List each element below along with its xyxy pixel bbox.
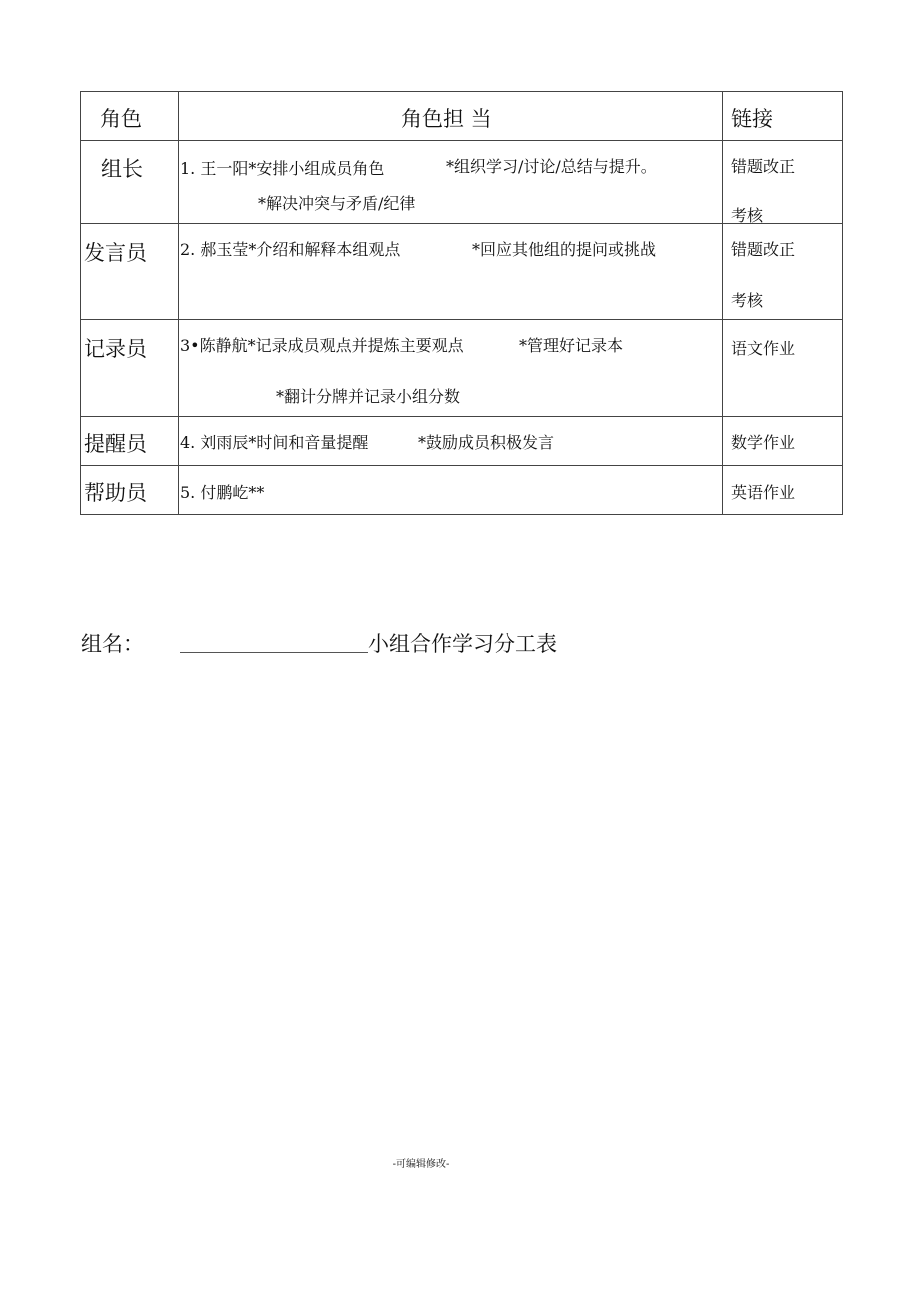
link-cell <box>723 417 843 466</box>
link-cell <box>723 466 843 515</box>
role-text: 提醒员 <box>84 432 147 456</box>
duty-text: *回应其他组的提问或挑战 <box>472 240 657 259</box>
link-cell <box>723 224 843 320</box>
duty-text: 2. 郝玉莹*介绍和解释本组观点 <box>180 240 401 259</box>
link-text: 错题改正 <box>731 240 796 259</box>
group-name-blank <box>180 632 368 653</box>
duty-text: *组织学习/讨论/总结与提升。 <box>446 157 657 176</box>
duty-cell <box>179 224 723 320</box>
table-header-row <box>81 92 843 141</box>
role-cell <box>81 141 179 224</box>
duty-cell <box>179 141 723 224</box>
role-cell <box>81 224 179 320</box>
division-of-labor-table <box>80 91 843 515</box>
duty-text: 1. 王一阳*安排小组成员角色 <box>180 159 385 178</box>
role-text: 帮助员 <box>84 481 147 505</box>
duty-cell <box>179 466 723 515</box>
header-link-text: 链接 <box>731 107 773 131</box>
duty-text: 3•陈静航*记录成员观点并提炼主要观点 <box>180 336 464 355</box>
duty-text: 4. 刘雨辰*时间和音量提醒 <box>180 433 369 452</box>
role-text: 发言员 <box>84 241 147 265</box>
duty-text: *管理好记录本 <box>519 336 624 355</box>
table-row <box>81 320 843 417</box>
link-text: 英语作业 <box>731 483 796 502</box>
link-text: 考核 <box>731 206 764 225</box>
duty-text: *鼓励成员积极发言 <box>418 433 555 452</box>
header-role-text: 角色 <box>100 107 142 131</box>
role-text: 记录员 <box>84 337 147 361</box>
table-row <box>81 466 843 515</box>
duty-cell <box>179 320 723 417</box>
table-title: 小组合作学习分工表 <box>368 632 557 656</box>
header-duty <box>179 92 723 141</box>
table-row <box>81 141 843 224</box>
group-name-label: 组名： <box>81 632 144 656</box>
table-title-line <box>81 628 557 658</box>
link-text: 语文作业 <box>731 339 796 358</box>
link-text: 错题改正 <box>731 157 796 176</box>
duty-text: 5. 付鹏屹** <box>180 483 265 502</box>
table-row <box>81 417 843 466</box>
header-duty-text: 角色担 当 <box>401 107 492 131</box>
header-link <box>723 92 843 141</box>
role-cell <box>81 320 179 417</box>
role-text: 组长 <box>101 157 143 181</box>
table-row <box>81 224 843 320</box>
duty-text: *翻计分牌并记录小组分数 <box>276 387 461 406</box>
link-text: 考核 <box>731 291 764 310</box>
link-cell <box>723 141 843 224</box>
duty-text: *解决冲突与矛盾/纪律 <box>258 194 416 213</box>
role-cell <box>81 417 179 466</box>
link-cell <box>723 320 843 417</box>
header-role <box>81 92 179 141</box>
duty-cell <box>179 417 723 466</box>
role-cell <box>81 466 179 515</box>
footer-note: -可编辑修改- <box>392 1159 450 1170</box>
link-text: 数学作业 <box>731 433 796 452</box>
